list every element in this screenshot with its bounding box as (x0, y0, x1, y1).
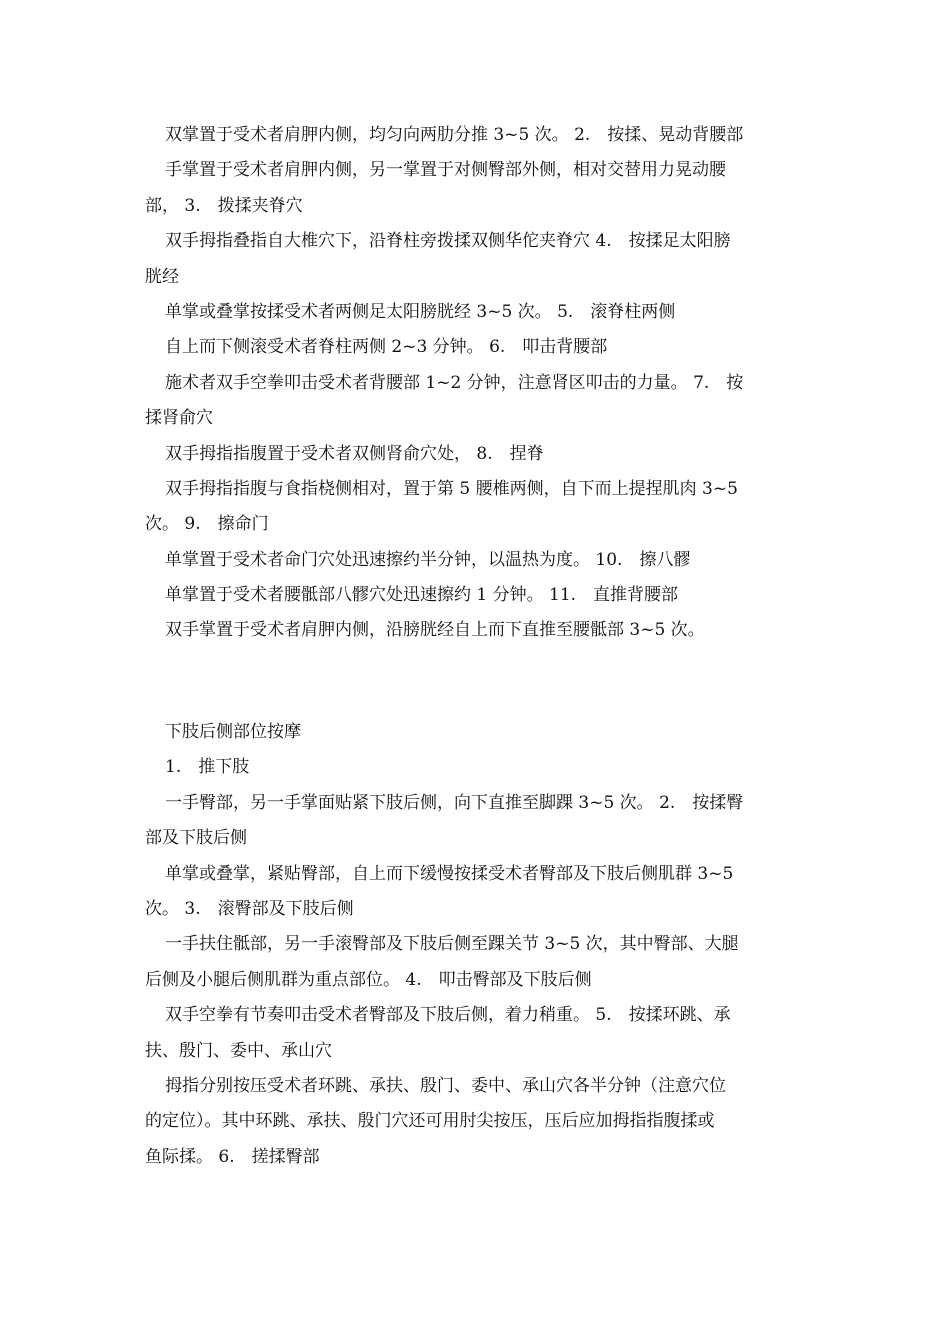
text-line: 双手掌置于受术者肩胛内侧，沿膀胱经自上而下直推至腰骶部 3~5 次。 (165, 620, 705, 641)
text-line: 部， 3. 拨揉夹脊穴 (145, 195, 303, 216)
text-line: 1. 推下肢 (165, 757, 250, 778)
text-line: 施术者双手空拳叩击受术者背腰部 1~2 分钟，注意肾区叩击的力量。 7. 按 (165, 372, 744, 393)
text-line: 双手空拳有节奏叩击受术者臀部及下肢后侧，着力稍重。 5. 按揉环跳、承 (165, 1005, 731, 1026)
text-line: 双手拇指指腹置于受术者双侧肾俞穴处， 8. 捏脊 (165, 443, 544, 464)
text-line: 部及下肢后侧 (145, 828, 247, 849)
text-line: 双手拇指指腹与食指桡侧相对，置于第 5 腰椎两侧，自下而上提捏肌肉 3~5 (165, 478, 738, 499)
text-line: 一手臀部，另一手掌面贴紧下肢后侧，向下直推至脚踝 3~5 次。 2. 按揉臀 (165, 792, 744, 813)
text-line: 双掌置于受术者肩胛内侧，均匀向两肋分推 3~5 次。 2. 按揉、晃动背腰部 (165, 125, 744, 145)
text-line: 次。 3. 滚臀部及下肢后侧 (145, 898, 354, 919)
text-line: 单掌置于受术者腰骶部八髎穴处迅速擦约 1 分钟。 11. 直推背腰部 (165, 585, 679, 606)
text-line: 手掌置于受术者肩胛内侧，另一掌置于对侧臀部外侧，相对交替用力晃动腰 (165, 160, 726, 181)
text-line: 下肢后侧部位按摩 (165, 722, 301, 742)
text-line: 胱经 (145, 266, 179, 287)
text-line: 的定位）。其中环跳、承扶、殷门穴还可用肘尖按压，压后应加拇指指腹揉或 (145, 1111, 715, 1132)
back-massage-section (145, 118, 810, 649)
text-line: 次。 9. 擦命门 (145, 514, 269, 535)
text-line: 单掌或叠掌按揉受术者两侧足太阳膀胱经 3~5 次。 5. 滚脊柱两侧 (165, 301, 676, 322)
lower-limb-massage-section (145, 715, 810, 1175)
text-line: 单掌或叠掌，紧贴臀部，自上而下缓慢按揉受术者臀部及下肢后侧肌群 3~5 (165, 863, 734, 884)
text-line: 一手扶住骶部，另一手滚臀部及下肢后侧至踝关节 3~5 次，其中臀部、大腿 (165, 934, 739, 955)
text-line: 自上而下侧滚受术者脊柱两侧 2~3 分钟。 6. 叩击背腰部 (165, 337, 608, 358)
text-line: 扶、殷门、委中、承山穴 (145, 1040, 332, 1061)
text-line: 揉肾俞穴 (145, 408, 213, 429)
text-line: 后侧及小腿后侧肌群为重点部位。 4. 叩击臀部及下肢后侧 (145, 969, 592, 990)
text-line: 双手拇指叠指自大椎穴下，沿脊柱旁拨揉双侧华佗夹脊穴 4. 按揉足太阳膀 (165, 231, 731, 252)
text-line: 拇指分别按压受术者环跳、承扶、殷门、委中、承山穴各半分钟（注意穴位 (165, 1075, 726, 1096)
text-line: 鱼际揉。 6. 搓揉臀部 (145, 1146, 320, 1167)
text-line: 单掌置于受术者命门穴处迅速擦约半分钟，以温热为度。 10. 擦八髎 (165, 549, 691, 570)
